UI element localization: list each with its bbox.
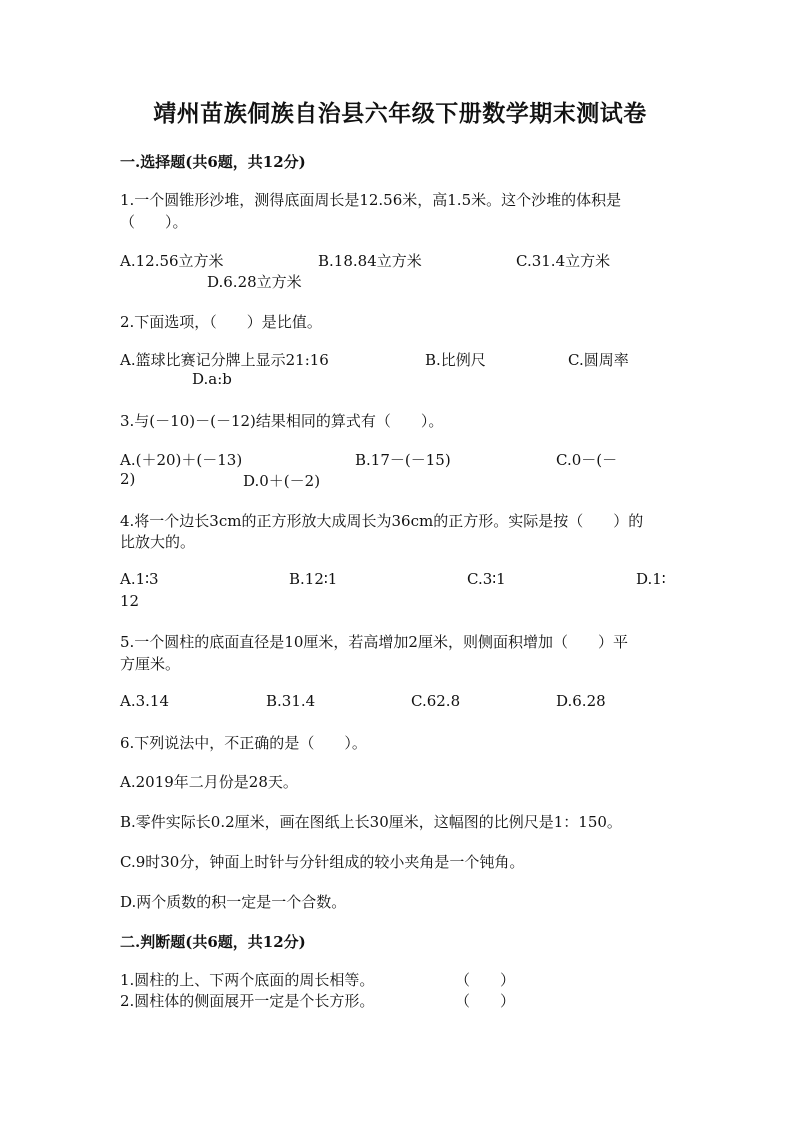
question-3-stem: 3.与(－10)－(－12)结果相同的算式有（ ）。 [120, 412, 444, 430]
page-title: 靖州苗族侗族自治县六年级下册数学期末测试卷 [153, 100, 647, 127]
question-4-stem: 4.将一个边长3cm的正方形放大成周长为36cm的正方形。实际是按（ ）的 [120, 512, 644, 530]
question-2-option-b: B.比例尺 [425, 351, 486, 369]
question-1-option-b: B.18.84立方米 [318, 252, 422, 270]
question-1-stem: 1.一个圆锥形沙堆，测得底面周长是12.56米，高1.5米。这个沙堆的体积是 [120, 191, 622, 209]
question-4-stem-cont: 比放大的。 [120, 533, 196, 551]
section-heading-true-false: 二.判断题(共6题，共12分) [120, 933, 306, 951]
question-2-stem: 2.下面选项，（ ）是比值。 [120, 313, 322, 331]
question-4-option-d-cont: 12 [120, 592, 140, 610]
question-3-option-a: A.(＋20)＋(－13) [120, 451, 243, 469]
question-6-stem: 6.下列说法中，不正确的是（ ）。 [120, 734, 367, 752]
question-1-option-a: A.12.56立方米 [120, 252, 224, 270]
question-2-option-a: A.篮球比赛记分牌上显示21:16 [120, 351, 329, 369]
question-2-option-d: D.a:b [192, 370, 232, 388]
question-6-option-b: B.零件实际长0.2厘米，画在图纸上长30厘米，这幅图的比例尺是1：150。 [120, 813, 622, 831]
question-1-stem-cont: （ ）。 [120, 213, 188, 231]
question-5-option-d: D.6.28 [556, 692, 606, 710]
question-5-stem: 5.一个圆柱的底面直径是10厘米，若高增加2厘米，则侧面积增加（ ）平 [120, 633, 628, 651]
question-5-stem-cont: 方厘米。 [120, 655, 181, 673]
question-1-option-d: D.6.28立方米 [207, 273, 302, 291]
question-5-option-a: A.3.14 [120, 692, 169, 710]
question-4-option-b: B.12∶1 [289, 570, 338, 588]
judge-item-2-text: 2.圆柱体的侧面展开一定是个长方形。 [120, 992, 375, 1010]
question-3-option-c: C.0－(－ [556, 451, 618, 469]
question-3-option-c-cont: 2) [120, 470, 136, 488]
judge-item-1-blank: （ ） [455, 971, 516, 989]
question-4-option-c: C.3∶1 [467, 570, 506, 588]
question-5-option-c: C.62.8 [411, 692, 461, 710]
question-4-option-d: D.1∶ [636, 570, 666, 588]
question-3-option-d: D.0＋(－2) [243, 472, 321, 490]
judge-item-1-text: 1.圆柱的上、下两个底面的周长相等。 [120, 971, 375, 989]
question-1-option-c: C.31.4立方米 [516, 252, 611, 270]
question-6-option-d: D.两个质数的积一定是一个合数。 [120, 893, 347, 911]
judge-item-2-blank: （ ） [455, 992, 516, 1010]
question-4-option-a: A.1∶3 [120, 570, 159, 588]
question-6-option-c: C.9时30分，钟面上时针与分针组成的较小夹角是一个钝角。 [120, 853, 525, 871]
section-heading-choice: 一.选择题(共6题，共12分) [120, 153, 306, 171]
question-5-option-b: B.31.4 [266, 692, 316, 710]
question-6-option-a: A.2019年二月份是28天。 [120, 773, 298, 791]
question-2-option-c: C.圆周率 [568, 351, 629, 369]
question-3-option-b: B.17－(－15) [355, 451, 451, 469]
